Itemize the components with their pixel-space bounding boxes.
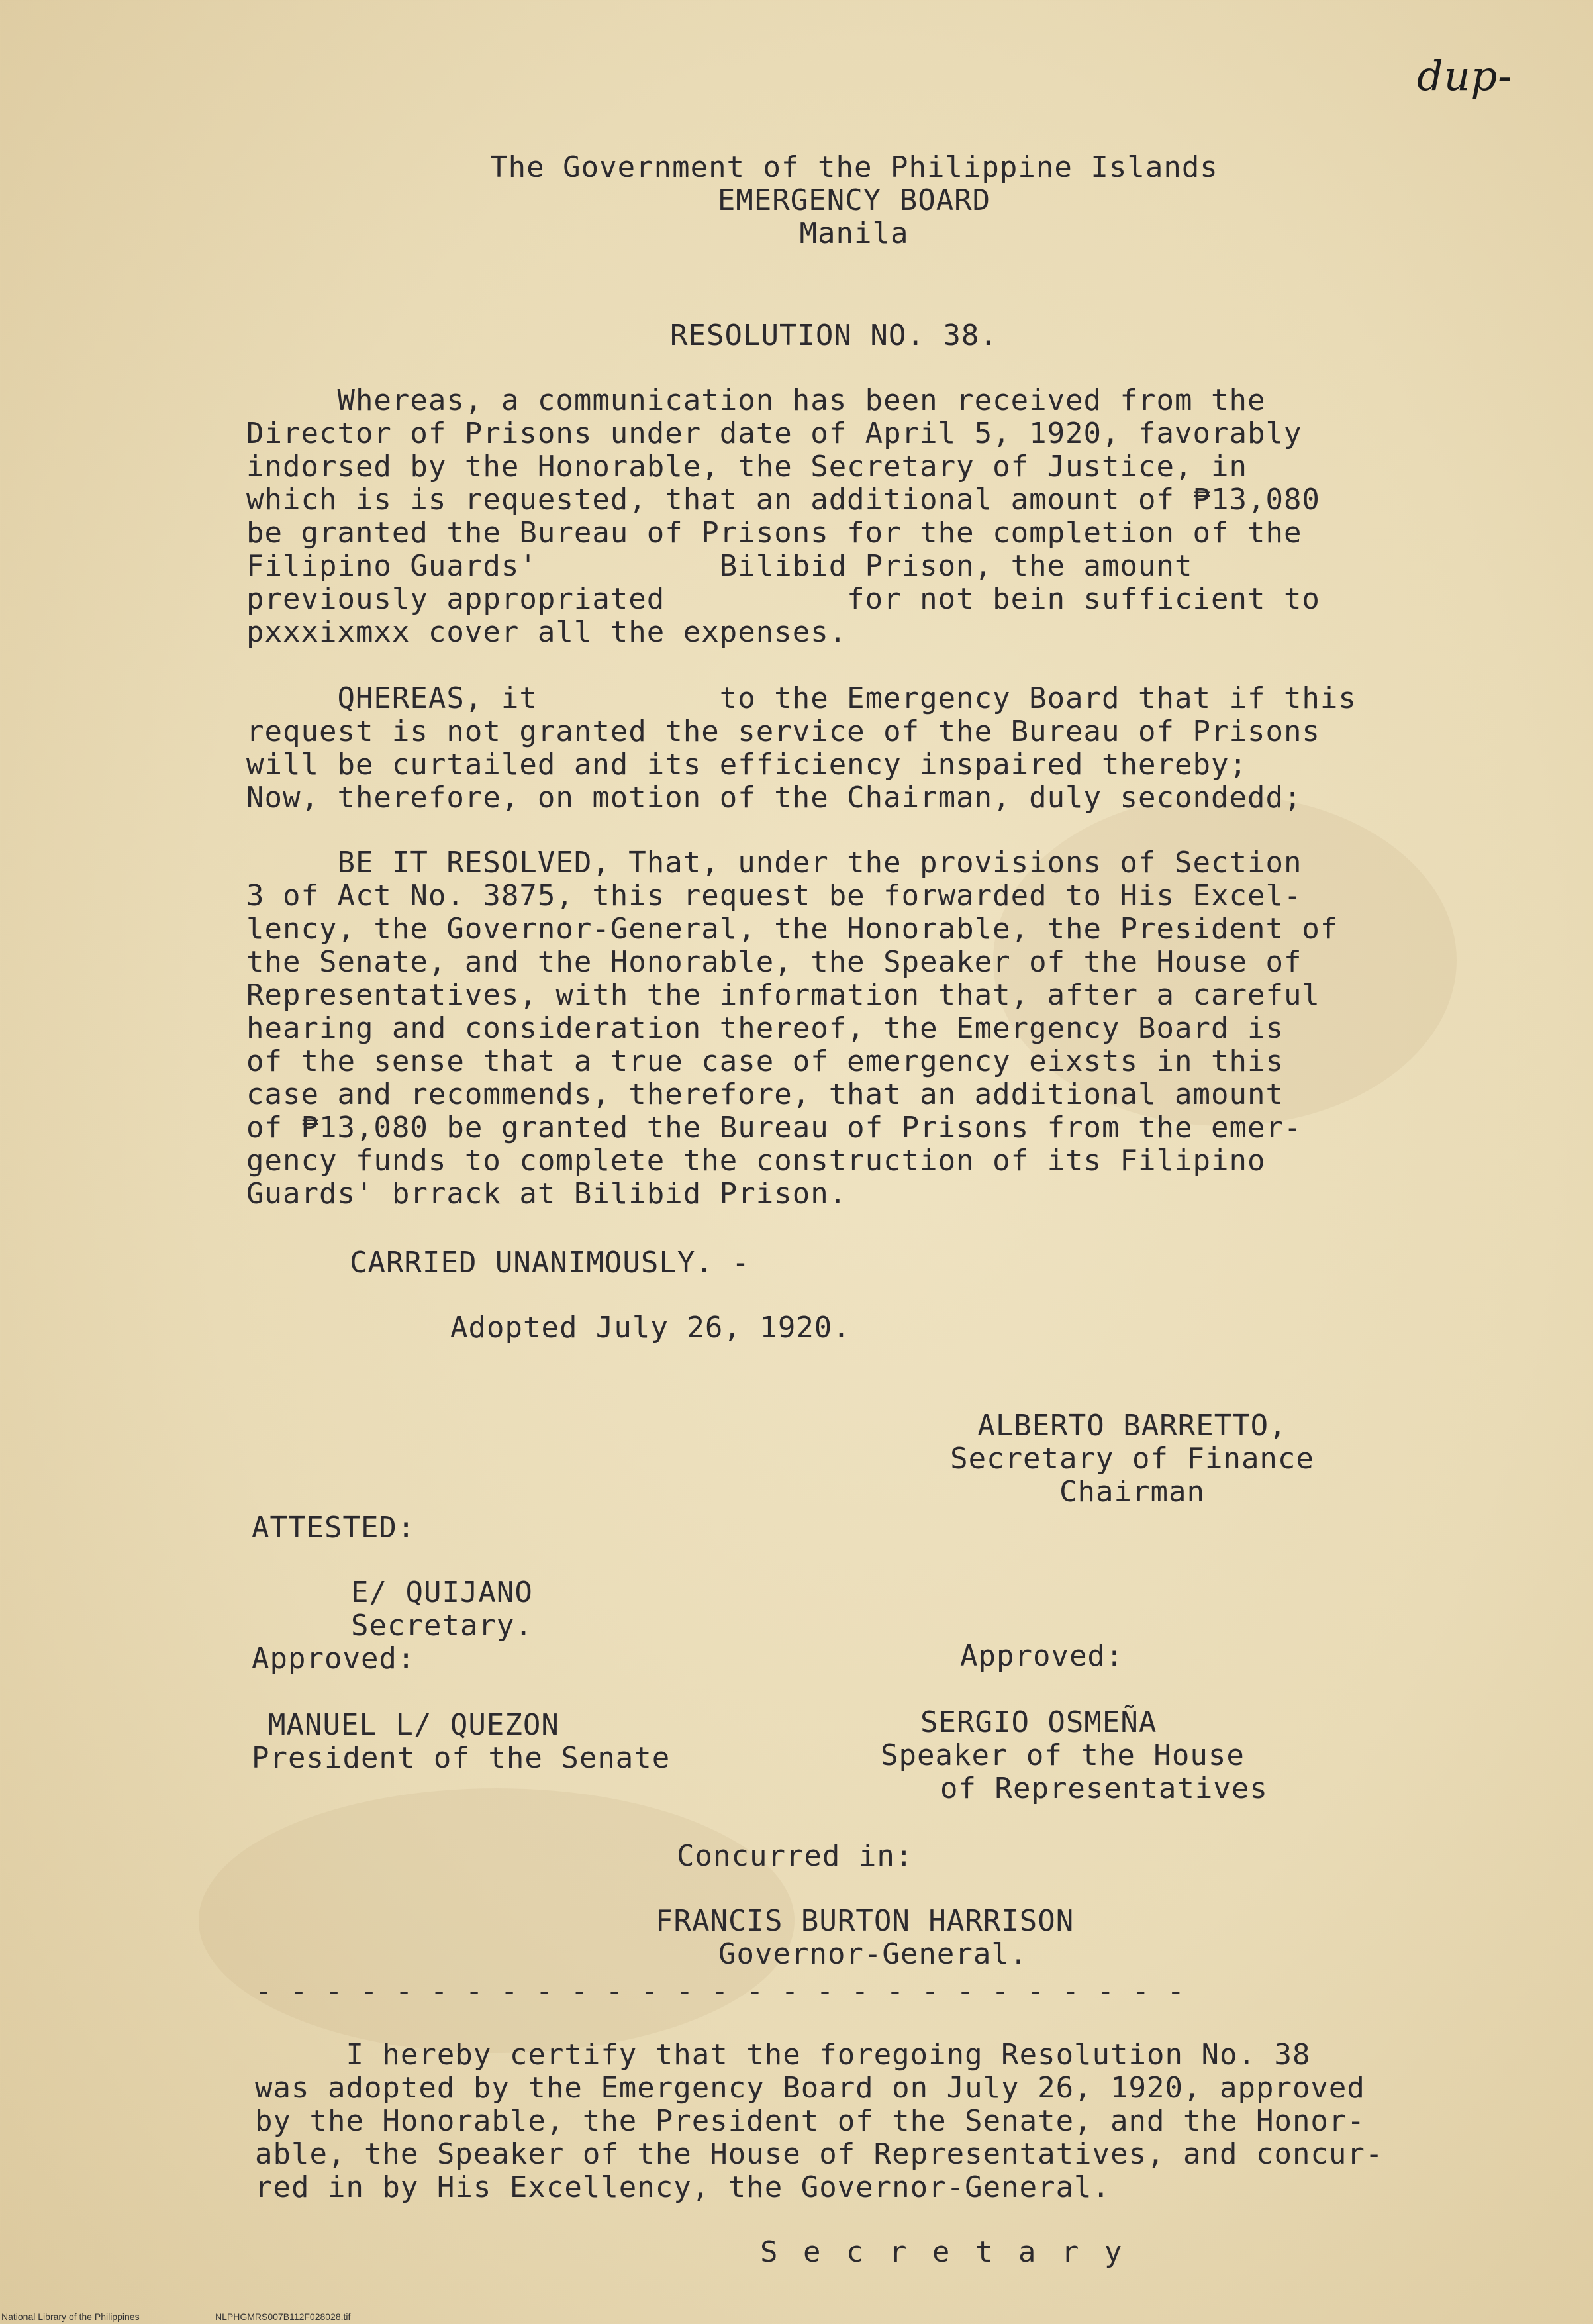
paragraph-line: lency, the Governor-General, the Honorable, the President of xyxy=(246,912,1339,946)
secretary-name: E/ QUIJANO xyxy=(351,1576,533,1609)
resolution-title: RESOLUTION NO. 38. xyxy=(670,319,998,352)
concurred-label: Concurred in: xyxy=(677,1839,914,1873)
approved-right-label: Approved: xyxy=(960,1639,1124,1673)
paragraph-line: gency funds to complete the construction of its Filipino xyxy=(246,1144,1266,1178)
separator-line: - - - - - - - - - - - - - - - - - - - - - - - - - - - xyxy=(255,1974,1184,2008)
approved-left-label: Approved: xyxy=(252,1642,416,1676)
paragraph-line: red in by His Excellency, the Governor-General. xyxy=(255,2170,1111,2204)
carried-unanimously: CARRIED UNANIMOUSLY. - xyxy=(350,1246,750,1280)
secretary-title: Secretary. xyxy=(351,1609,533,1642)
footer-library: National Library of the Philippines xyxy=(1,2311,140,2322)
paragraph-line: Guards' brrack at Bilibid Prison. xyxy=(246,1177,847,1211)
paragraph-line: will be curtailed and its efficiency inspaired thereby; xyxy=(246,748,1247,782)
resolved-paragraph xyxy=(246,846,1491,1211)
paragraph-line: QHEREAS, it to the Emergency Board that if this xyxy=(246,682,1357,715)
certification-paragraph xyxy=(255,2039,1513,2204)
paragraph-line: of the sense that a true case of emergency eixsts in this xyxy=(246,1044,1284,1078)
speaker-title: Speaker of the House xyxy=(881,1739,1245,1772)
paragraph-line: Representatives, with the information that, after a careful xyxy=(246,978,1320,1012)
senate-president-name: MANUEL L/ QUEZON xyxy=(268,1708,559,1742)
handwritten-annotation: dup- xyxy=(1417,52,1513,100)
paragraph-line: of ₱13,080 be granted the Bureau of Prisons from the emer- xyxy=(246,1111,1302,1144)
paragraph-line: which is is requested, that an additional amount of ₱13,080 xyxy=(246,483,1320,517)
paragraph-line: case and recommends, therefore, that an additional amount xyxy=(246,1078,1284,1111)
paragraph-line: pxxxixmxx cover all the expenses. xyxy=(246,615,847,649)
attested-label: ATTESTED: xyxy=(252,1511,416,1544)
adoption-date: Adopted July 26, 1920. xyxy=(450,1311,851,1344)
chairman-name: ALBERTO BARRETTO, xyxy=(977,1409,1287,1442)
governor-title: Governor-General. xyxy=(718,1937,1028,1971)
paragraph-line: was adopted by the Emergency Board on July 26, 1920, approved xyxy=(255,2071,1365,2105)
qhereas-paragraph xyxy=(246,682,1491,815)
speaker-name: SERGIO OSMEÑA xyxy=(920,1705,1157,1739)
paragraph-line: hearing and consideration thereof, the Emergency Board is xyxy=(246,1011,1284,1045)
paragraph-line: indorsed by the Honorable, the Secretary of Justice, in xyxy=(246,450,1247,483)
whereas-paragraph xyxy=(246,384,1491,649)
paragraph-line: Now, therefore, on motion of the Chairman, duly secondedd; xyxy=(246,781,1302,815)
header-city: Manila xyxy=(799,217,909,250)
paragraph-line: I hereby certify that the foregoing Resolution No. 38 xyxy=(255,2038,1311,2072)
header-board: EMERGENCY BOARD xyxy=(717,183,991,217)
governor-name: FRANCIS BURTON HARRISON xyxy=(655,1904,1075,1938)
paragraph-line: previously appropriated for not bein sufficient to xyxy=(246,582,1320,616)
certification-signature: S e c r e t a r y xyxy=(760,2235,1126,2269)
paragraph-line: able, the Speaker of the House of Representatives, and concur- xyxy=(255,2137,1384,2171)
footer-filename: NLPHGMRS007B112F028028.tif xyxy=(215,2311,351,2322)
paragraph-line: Whereas, a communication has been received from the xyxy=(246,383,1266,417)
header-government: The Government of the Philippine Islands xyxy=(490,150,1218,184)
paragraph-line: 3 of Act No. 3875, this request be forwarded to His Excel- xyxy=(246,879,1302,913)
paragraph-line: Filipino Guards' Bilibid Prison, the amount xyxy=(246,549,1193,583)
paragraph-line: the Senate, and the Honorable, the Speaker of the House of xyxy=(246,945,1302,979)
paragraph-line: Director of Prisons under date of April 5, 1920, favorably xyxy=(246,417,1302,450)
paragraph-line: BE IT RESOLVED, That, under the provisions of Section xyxy=(246,846,1302,880)
chairman-role: Chairman xyxy=(1059,1475,1205,1509)
speaker-title-cont: of Representatives xyxy=(940,1772,1268,1805)
senate-president-title: President of the Senate xyxy=(252,1741,671,1775)
paragraph-line: by the Honorable, the President of the Senate, and the Honor- xyxy=(255,2104,1365,2138)
chairman-title: Secretary of Finance xyxy=(950,1442,1314,1476)
paragraph-line: be granted the Bureau of Prisons for the completion of the xyxy=(246,516,1302,550)
paragraph-line: request is not granted the service of the Bureau of Prisons xyxy=(246,715,1320,748)
